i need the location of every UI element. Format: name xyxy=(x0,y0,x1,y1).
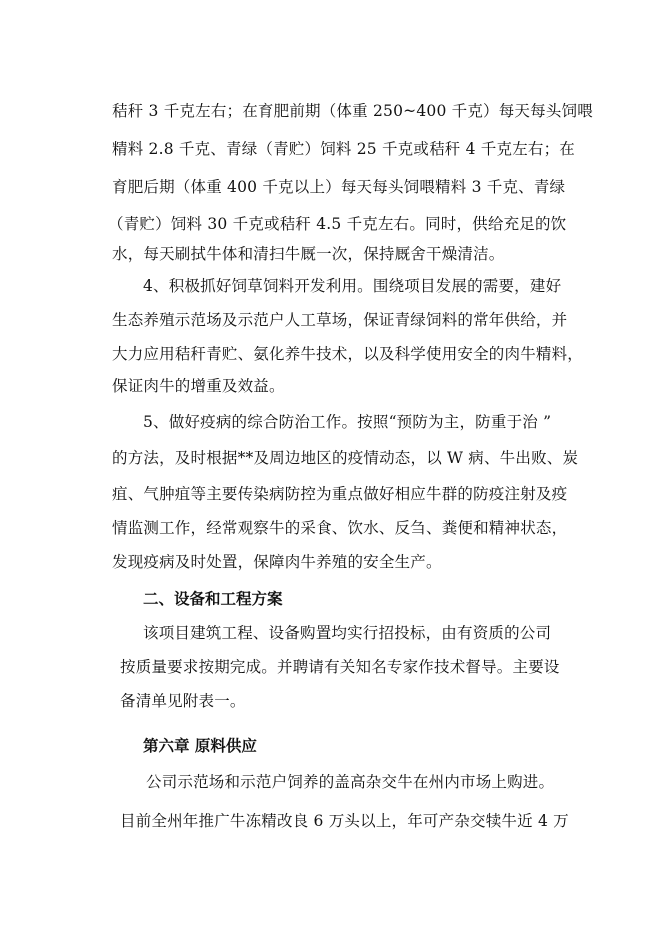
paragraph-line: 按质量要求按期完成。并聘请有关知名专家作技术督导。主要设 xyxy=(120,658,560,676)
paragraph-line: 公司示范场和示范户饲养的盖高杂交牛在州内市场上购进。 xyxy=(146,773,555,791)
paragraph-line: 疽、气肿疽等主要传染病防控为重点做好相应牛群的防疫注射及疫 xyxy=(112,485,568,503)
paragraph-line: 生态养殖示范场及示范户人工草场，保证青绿饲料的常年供给，并 xyxy=(112,311,568,329)
list-item-4-line: 4、积极抓好饲草饲料开发利用。围绕项目发展的需要，建好 xyxy=(143,277,562,295)
paragraph-line: 目前全州年推广牛冻精改良 6 万头以上，年可产杂交犊牛近 4 万 xyxy=(120,812,569,830)
paragraph-line: 发现疫病及时处置，保障肉牛养殖的安全生产。 xyxy=(112,553,442,571)
paragraph-line: 该项目建筑工程、设备购置均实行招投标，由有资质的公司 xyxy=(143,624,552,642)
list-item-5-line: 5、做好疫病的综合防治工作。按照“预防为主，防重于治 ” xyxy=(143,413,552,431)
paragraph-line: （青贮）饲料 30 千克或秸秆 4.5 千克左右。同时，供给充足的饮 xyxy=(108,215,567,233)
paragraph-line: 水，每天刷拭牛体和清扫牛厩一次，保持厩舍干燥清洁。 xyxy=(112,245,505,263)
paragraph-line: 情监测工作，经常观察牛的采食、饮水、反刍、粪便和精神状态， xyxy=(112,519,568,537)
section-heading: 二、设备和工程方案 xyxy=(143,590,283,608)
paragraph-line: 育肥后期（体重 400 千克以上）每天每头饲喂精料 3 千克、青绿 xyxy=(112,178,566,196)
paragraph-line: 保证肉牛的增重及效益。 xyxy=(112,377,285,395)
paragraph-line: 精料 2.8 千克、青绿（青贮）饲料 25 千克或秸秆 4 千克左右；在 xyxy=(112,140,575,158)
paragraph-line: 大力应用秸秆青贮、氨化养牛技术，以及科学使用安全的肉牛精料， xyxy=(112,345,584,363)
paragraph-line: 备清单见附表一。 xyxy=(120,692,246,710)
chapter-heading: 第六章 原料供应 xyxy=(143,737,257,755)
paragraph-line: 秸秆 3 千克左右；在育肥前期（体重 250~400 千克）每天每头饲喂 xyxy=(112,102,593,120)
paragraph-line: 的方法，及时根据**及周边地区的疫情动态，以 W 病、牛出败、炭 xyxy=(112,449,579,467)
